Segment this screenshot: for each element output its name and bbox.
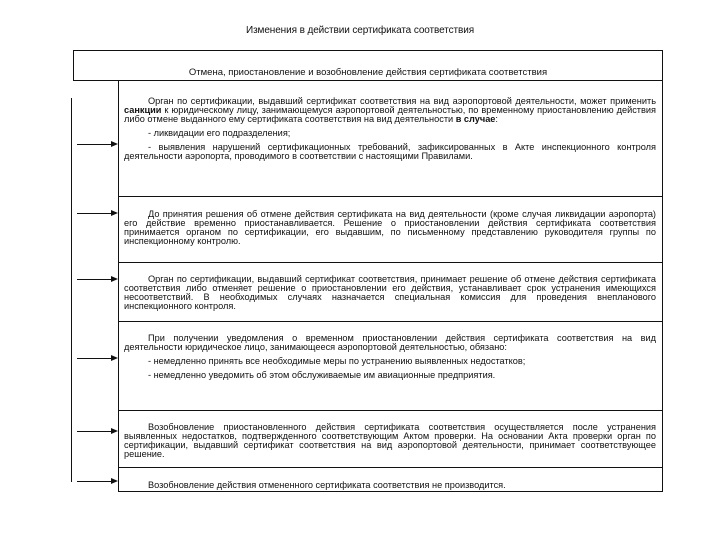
emphasis-in-case: в случае [455,114,496,124]
section-header: Отмена, приостановление и возобновление действия сертификата соответствия [188,67,548,78]
arrow-right-icon [77,355,118,362]
page-title: Изменения в действии сертификата соответствия [245,25,475,36]
block-sanctions [119,81,662,197]
list-item: - немедленно принять все необходимые меры по устранению выявленных недостатков; [148,356,526,366]
section-header-box [73,50,663,81]
connector-spine [71,98,72,482]
block-resumption [119,411,662,468]
block-paragraph: Орган по сертификации, выдавший сертификат соответствия, принимает решение об отмене действия сертификата соответствия либо отменяет решение о приостановлении его действия, устанавливает срок устранения имеющихся несоответствий. В необходимых случаях назначается специальная комиссия для проведения внепланового инспекционного контроля. [124,274,656,311]
list-item: - ликвидации его подразделения; [148,128,291,138]
block-cancel-decision [119,263,662,322]
block-paragraph: До принятия решения об отмене действия сертификата на вид деятельности (кроме случая ликвидации аэропорта) его действие временно приостанавливается. Решение о приостановлении действия сертификата соответствия принимается органом по сертификации, его выдавшим, по письменному представлению руководителя группы по инспекционному контролю. [124,209,656,246]
block-suspension-before-cancel [119,197,662,263]
blocks-panel [118,81,663,492]
arrow-right-icon [77,276,118,283]
arrow-right-icon [77,210,118,217]
emphasis-sanctions: санкции [124,105,162,115]
block-paragraph: Орган по сертификации, выдавший сертификат соответствия на вид аэропортовой деятельности, может применить санкции к юридическому лицу, занимающемуся аэропортовой деятельностью, по временному приостановлению действия либо отмене выданного ему сертификата соответствия на вид деятельности в случае: [124,96,656,124]
block-obligations [119,322,662,411]
block-paragraph: Возобновление действия отмененного сертификата соответствия не производится. [148,480,506,490]
arrow-right-icon [77,478,118,485]
block-paragraph: При получении уведомления о временном приостановлении действия сертификата соответствия на вид деятельности юридическое лицо, занимающееся аэропортовой деятельностью, обязано: [124,333,656,352]
arrow-right-icon [77,428,118,435]
list-item: - выявления нарушений сертификационных требований, зафиксированных в Акте инспекционного контроля деятельности аэропорта, проводимого в соответствии с настоящими Правилами. [124,142,656,161]
block-paragraph: Возобновление приостановленного действия сертификата соответствия осуществляется после устранения выявленных недостатков, подтвержденного соответствующим Актом проверки. На основании Акта проверки орган по сертификации, выдавший сертификат соответствия на вид аэропортовой деятельности, принимает соответствующее решение. [124,422,656,459]
list-item: - немедленно уведомить об этом обслуживаемые им авиационные предприятия. [148,370,496,380]
arrow-right-icon [77,141,118,148]
block-no-resumption [119,468,662,492]
